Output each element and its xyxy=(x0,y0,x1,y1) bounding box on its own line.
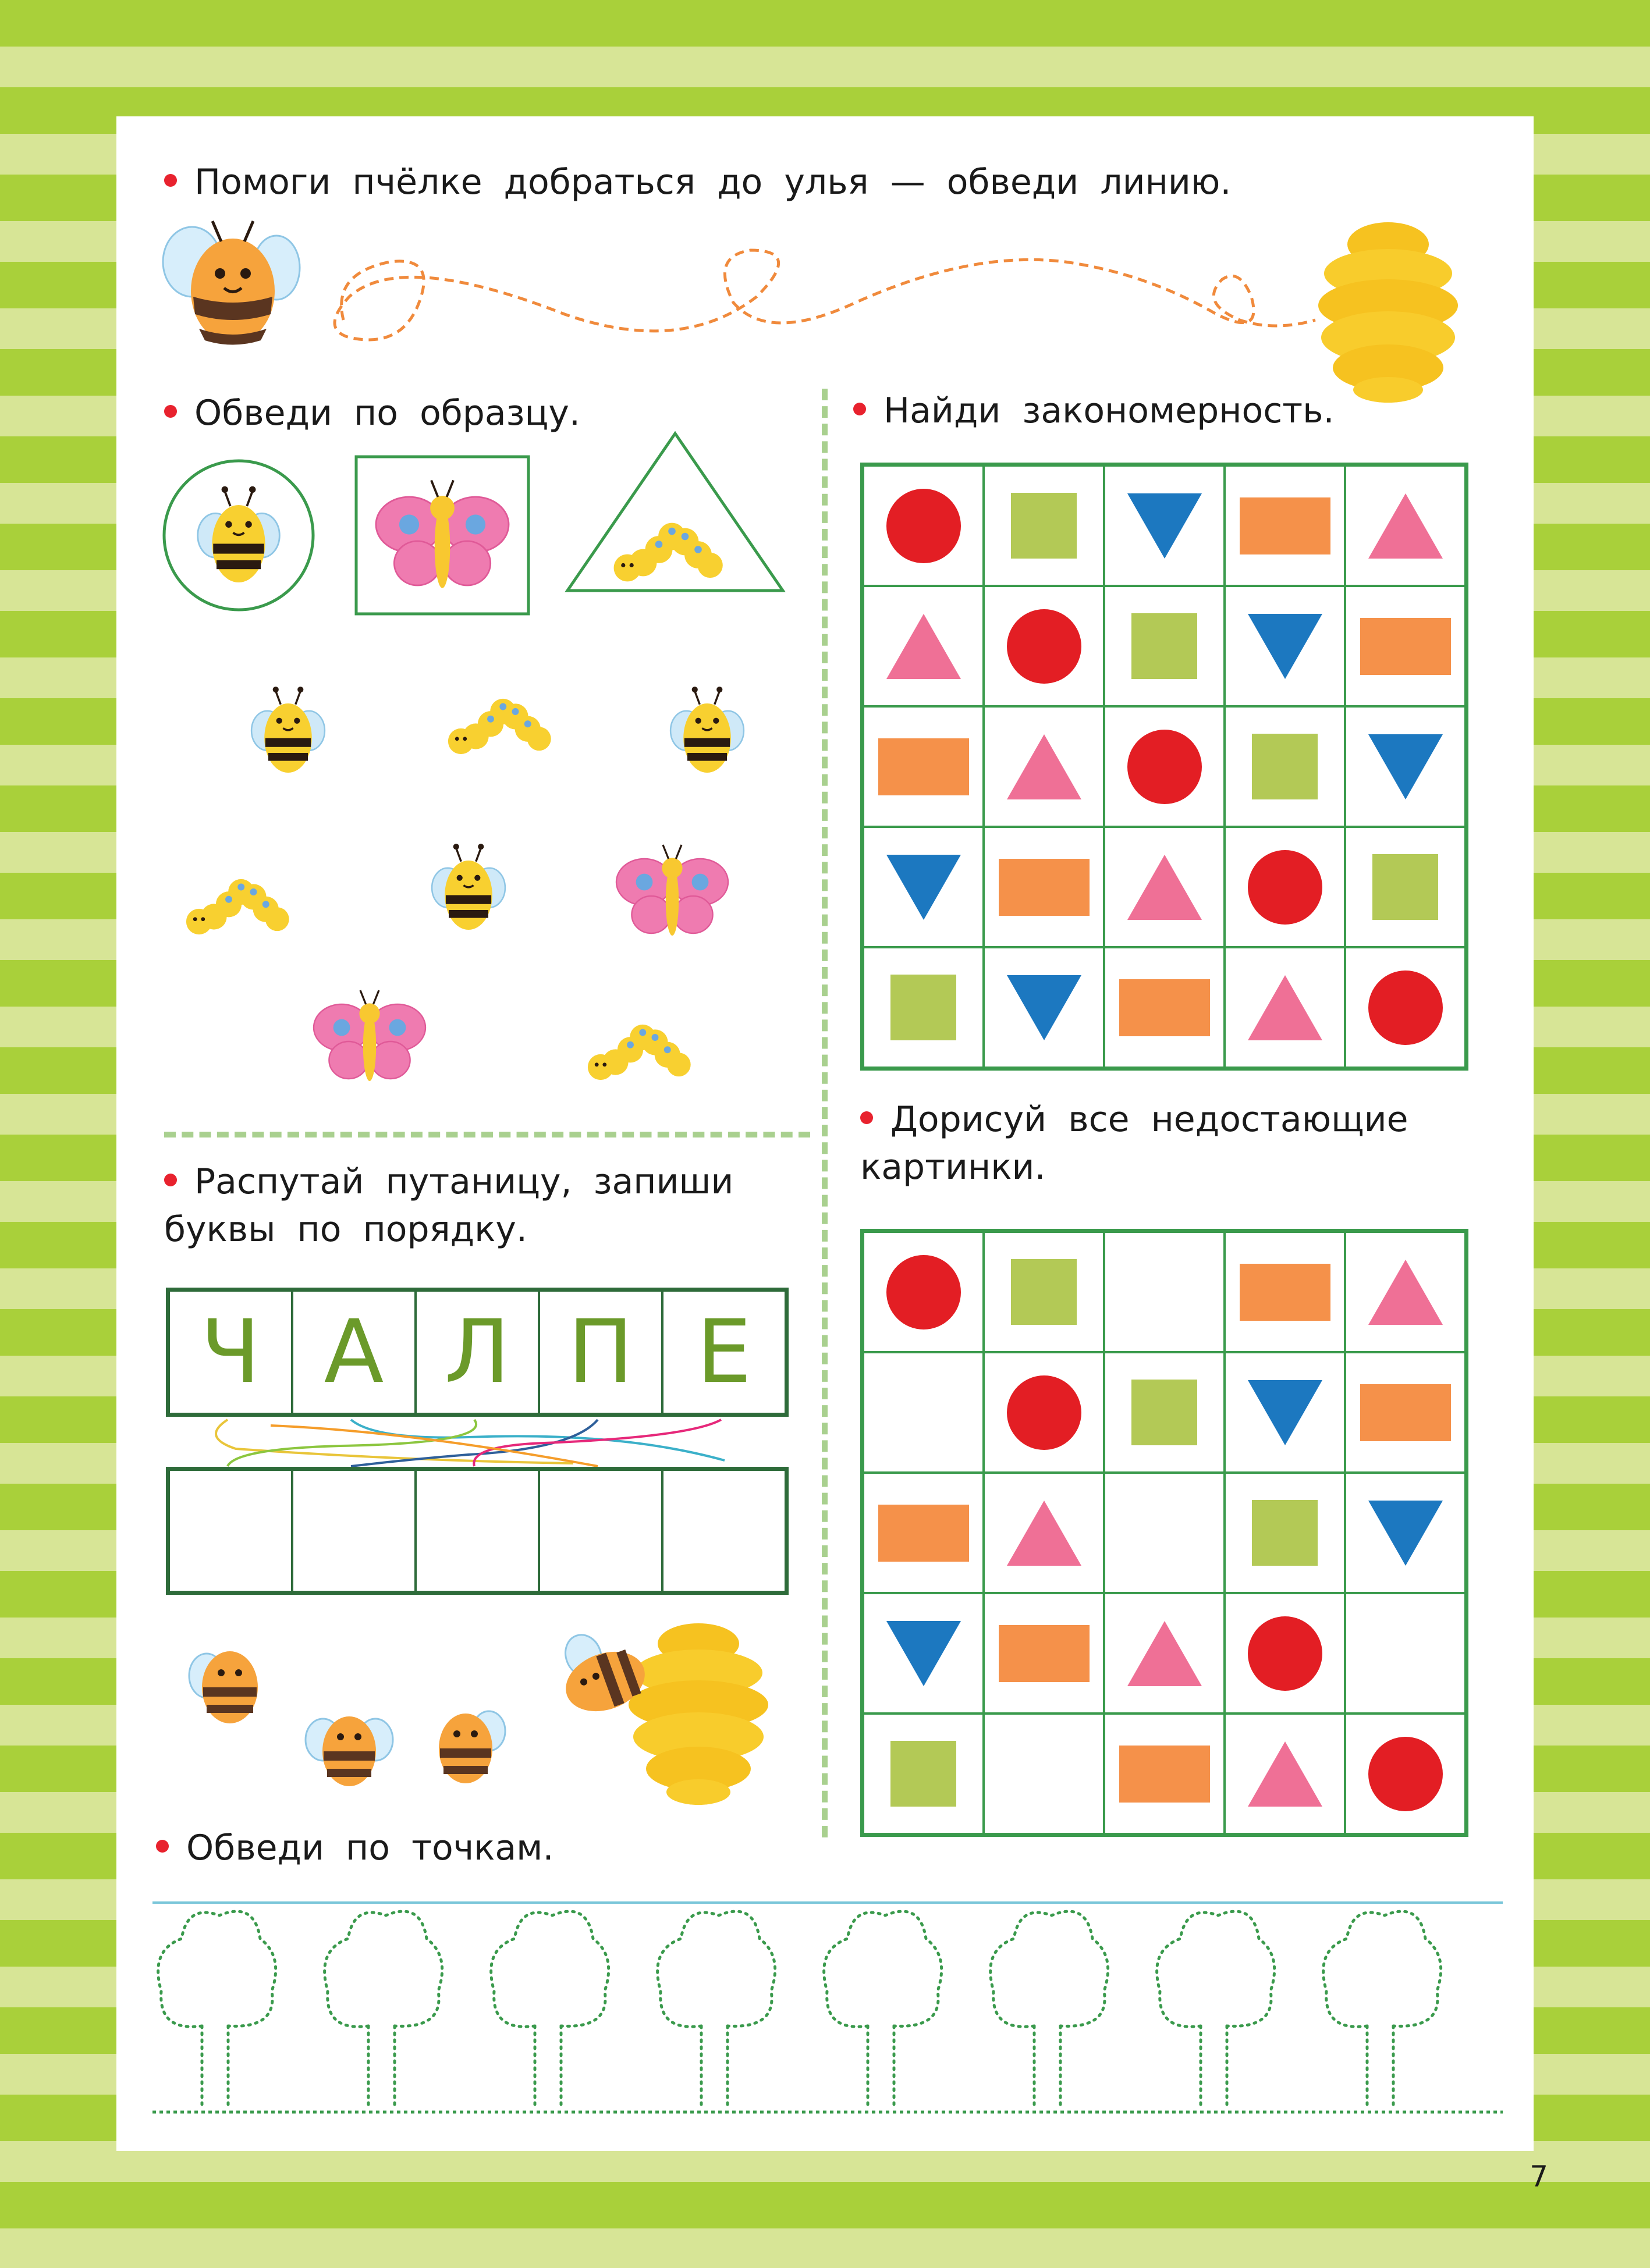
task-pattern-title: Найди закономерность. xyxy=(853,387,1335,435)
letter-box: Е xyxy=(662,1291,786,1414)
grid-cell xyxy=(1225,1352,1345,1473)
rect-shape xyxy=(1119,979,1210,1036)
grid-cell xyxy=(984,947,1104,1068)
grid-cell[interactable] xyxy=(1104,1232,1225,1352)
grid-cell xyxy=(863,465,984,586)
rect-shape xyxy=(999,1625,1090,1682)
grid-cell xyxy=(1225,1593,1345,1714)
tri-down-shape xyxy=(1007,975,1081,1040)
rect-shape xyxy=(1240,497,1330,554)
grid-cell xyxy=(1104,827,1225,947)
grid-cell xyxy=(984,1473,1104,1593)
letter-box: П xyxy=(539,1291,662,1414)
circle-shape xyxy=(1007,1375,1081,1450)
rect-shape xyxy=(1240,1264,1330,1321)
grid-cell xyxy=(1345,465,1466,586)
rect-shape xyxy=(878,738,969,795)
bee-icon[interactable] xyxy=(670,687,744,773)
dotted-tree-outline[interactable] xyxy=(824,1911,942,2107)
grid-cell xyxy=(863,827,984,947)
bee-icon xyxy=(306,1716,393,1786)
tri-up-shape xyxy=(1368,493,1443,559)
grid-cell xyxy=(1345,947,1466,1068)
triangle-frame xyxy=(567,433,783,591)
caterpillar-icon[interactable] xyxy=(186,879,289,934)
circle-shape xyxy=(1127,730,1202,804)
tri-up-shape xyxy=(1248,975,1322,1040)
tri-up-shape xyxy=(1007,734,1081,799)
caterpillar-sample-icon xyxy=(614,523,723,582)
bees-and-hive-illustration xyxy=(175,1612,786,1821)
grid-cell xyxy=(863,1232,984,1352)
grid-cell xyxy=(1225,586,1345,706)
grid-cell xyxy=(984,827,1104,947)
answer-box[interactable] xyxy=(662,1470,786,1592)
dotted-tree-outline[interactable] xyxy=(491,1911,609,2107)
bullet-icon xyxy=(860,1111,873,1124)
circle-shape xyxy=(1007,609,1081,684)
missing-pictures-grid xyxy=(860,1229,1468,1837)
circle-shape xyxy=(1368,1737,1443,1811)
square-shape xyxy=(1252,734,1318,799)
grid-cell xyxy=(984,1593,1104,1714)
tri-down-shape xyxy=(886,1621,961,1686)
square-shape xyxy=(1372,854,1438,920)
task-scramble-title: Распутай путаницу, запиши буквы по порядку. xyxy=(164,1161,734,1250)
tri-up-shape xyxy=(1127,855,1202,920)
answer-boxes-row[interactable] xyxy=(166,1467,789,1595)
rect-shape xyxy=(1360,1384,1451,1441)
tangled-lines xyxy=(166,1414,789,1469)
square-shape xyxy=(1011,1259,1077,1325)
caterpillar-icon[interactable] xyxy=(588,1025,691,1080)
square-shape xyxy=(1131,613,1197,679)
butterfly-icon[interactable] xyxy=(314,990,425,1081)
dashed-path-line[interactable] xyxy=(335,250,1315,340)
square-shape xyxy=(1252,1500,1318,1566)
answer-box[interactable] xyxy=(416,1470,539,1592)
task-trace-sample-title: Обведи по образцу. xyxy=(164,389,580,437)
bullet-icon xyxy=(164,174,177,187)
grid-cell xyxy=(1104,1714,1225,1834)
grid-cell xyxy=(1345,1232,1466,1352)
scrambled-letters-row xyxy=(166,1288,789,1417)
grid-cell xyxy=(1225,1473,1345,1593)
grid-cell xyxy=(1104,1593,1225,1714)
dotted-tree-outline[interactable] xyxy=(325,1911,442,2107)
answer-box[interactable] xyxy=(169,1470,292,1592)
tri-down-shape xyxy=(1368,734,1443,799)
grid-cell xyxy=(1345,586,1466,706)
beehive-icon xyxy=(1318,222,1458,403)
tri-up-shape xyxy=(1007,1501,1081,1566)
answer-box[interactable] xyxy=(539,1470,662,1592)
square-shape xyxy=(890,975,956,1040)
grid-cell xyxy=(1104,947,1225,1068)
tri-down-shape xyxy=(886,855,961,920)
tri-up-shape xyxy=(1248,1741,1322,1807)
dotted-tree-outline[interactable] xyxy=(658,1911,775,2107)
dotted-trees-row xyxy=(152,1898,1503,2119)
bee-icon xyxy=(189,1651,258,1723)
bee-icon[interactable] xyxy=(432,844,505,930)
bee-sample-icon xyxy=(198,486,280,582)
bee-icon[interactable] xyxy=(251,687,325,773)
grid-cell xyxy=(863,947,984,1068)
tri-down-shape xyxy=(1127,493,1202,559)
grid-cell xyxy=(1104,465,1225,586)
rect-shape xyxy=(878,1505,969,1562)
grid-cell[interactable] xyxy=(1104,1473,1225,1593)
grid-cell xyxy=(1345,827,1466,947)
rect-shape xyxy=(999,859,1090,916)
grid-cell[interactable] xyxy=(1345,1593,1466,1714)
beehive-icon xyxy=(629,1623,768,1805)
grid-cell xyxy=(1225,827,1345,947)
bee-path-illustration xyxy=(157,215,1472,413)
task-missing-title: Дорисуй все недостающие картинки. xyxy=(860,1099,1408,1188)
tri-up-shape xyxy=(1368,1260,1443,1325)
circle-shape xyxy=(1248,1616,1322,1691)
pattern-grid xyxy=(860,463,1468,1071)
butterfly-icon[interactable] xyxy=(616,845,728,936)
grid-cell xyxy=(1345,1352,1466,1473)
tri-up-shape xyxy=(1127,1621,1202,1686)
bullet-icon xyxy=(164,405,177,418)
bullet-icon xyxy=(164,1174,177,1186)
dotted-tree-outline[interactable] xyxy=(158,1911,276,2107)
square-shape xyxy=(1131,1380,1197,1445)
butterfly-sample-icon xyxy=(376,481,509,588)
circle-shape xyxy=(886,1255,961,1329)
answer-box[interactable] xyxy=(292,1470,416,1592)
grid-cell xyxy=(863,1593,984,1714)
caterpillar-icon[interactable] xyxy=(448,699,551,754)
grid-cell xyxy=(863,1714,984,1834)
grid-cell xyxy=(863,586,984,706)
tri-down-shape xyxy=(1368,1501,1443,1566)
tri-down-shape xyxy=(1248,1380,1322,1445)
tri-up-shape xyxy=(886,614,961,679)
grid-cell xyxy=(1345,1473,1466,1593)
grid-cell xyxy=(863,1473,984,1593)
circle-shape xyxy=(1368,971,1443,1045)
bullet-icon xyxy=(156,1840,169,1853)
grid-cell xyxy=(1225,947,1345,1068)
grid-cell xyxy=(863,706,984,827)
bee-icon xyxy=(163,221,300,345)
grid-cell xyxy=(1104,586,1225,706)
grid-cell xyxy=(1225,465,1345,586)
section-divider-vertical xyxy=(822,389,828,1837)
circle-shape xyxy=(886,489,961,563)
rect-shape xyxy=(1119,1746,1210,1803)
section-divider-horizontal xyxy=(164,1132,810,1137)
grid-cell xyxy=(984,706,1104,827)
task-dots-title: Обведи по точкам. xyxy=(156,1824,554,1872)
tri-down-shape xyxy=(1248,614,1322,679)
grid-cell xyxy=(984,586,1104,706)
task-bee-path-title: Помоги пчёлке добраться до улья — обведи линию. xyxy=(164,158,1231,206)
grid-cell xyxy=(984,1232,1104,1352)
grid-cell xyxy=(1104,706,1225,827)
grid-cell xyxy=(1345,1714,1466,1834)
square-shape xyxy=(890,1741,956,1807)
grid-cell xyxy=(984,1352,1104,1473)
grid-cell[interactable] xyxy=(863,1352,984,1473)
dotted-tree-outline[interactable] xyxy=(1157,1911,1275,2107)
trace-sample-illustration xyxy=(157,431,809,1111)
rect-shape xyxy=(1360,618,1451,675)
grid-cell[interactable] xyxy=(984,1714,1104,1834)
square-shape xyxy=(1011,493,1077,559)
page-number: 7 xyxy=(1530,2160,1548,2194)
letter-box: А xyxy=(292,1291,416,1414)
circle-shape xyxy=(1248,850,1322,925)
letter-box: Ч xyxy=(169,1291,292,1414)
dotted-tree-outline[interactable] xyxy=(1323,1911,1441,2107)
bee-icon xyxy=(439,1711,505,1783)
grid-cell xyxy=(1225,1232,1345,1352)
grid-cell xyxy=(1225,706,1345,827)
grid-cell xyxy=(984,465,1104,586)
grid-cell xyxy=(1225,1714,1345,1834)
grid-cell xyxy=(1104,1352,1225,1473)
bullet-icon xyxy=(853,403,866,415)
letter-box: Л xyxy=(416,1291,539,1414)
dotted-tree-outline[interactable] xyxy=(991,1911,1108,2107)
grid-cell xyxy=(1345,706,1466,827)
